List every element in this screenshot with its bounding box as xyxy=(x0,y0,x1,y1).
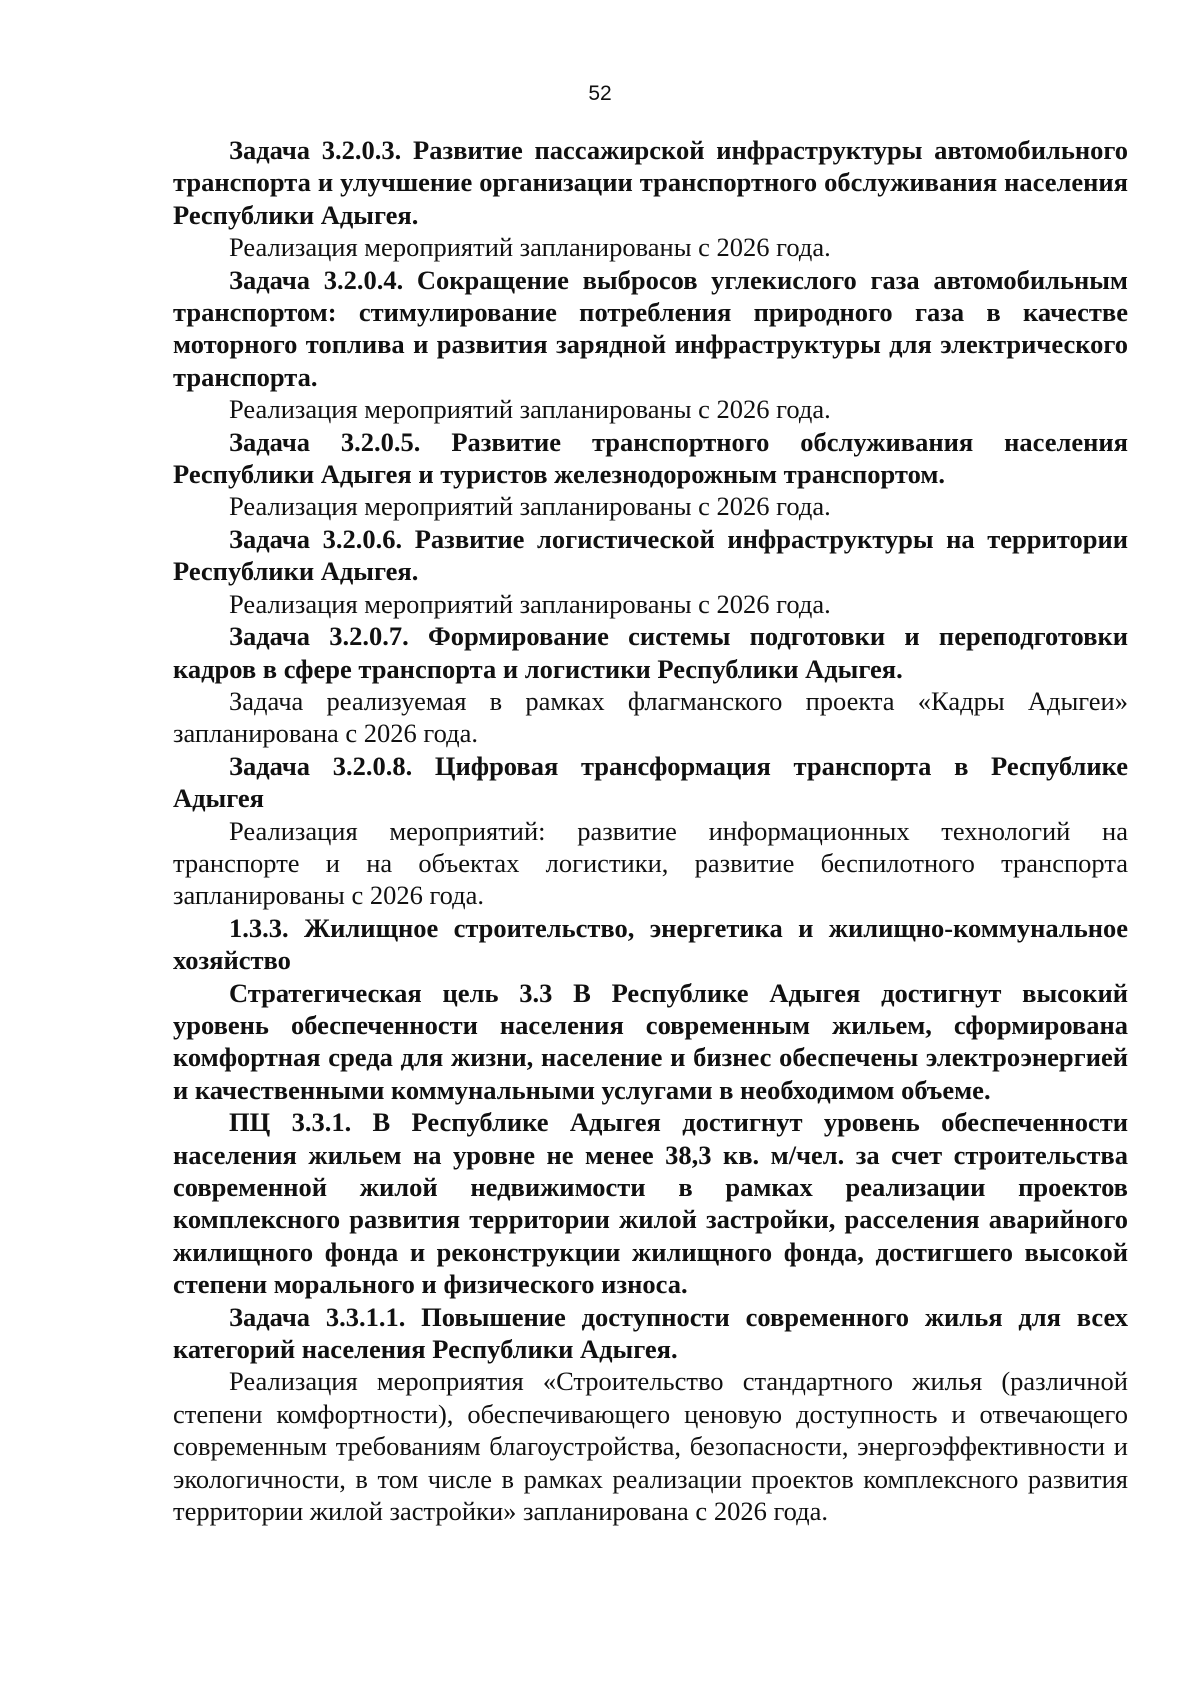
document-body xyxy=(173,134,1128,1527)
task-3-3-1-1-heading: Задача 3.3.1.1. Повышение доступности современного жилья для всех категорий населения Республики Адыгея. xyxy=(173,1301,1128,1365)
task-3-2-0-6-heading: Задача 3.2.0.6. Развитие логистической инфраструктуры на территории Республики Адыгея. xyxy=(173,523,1128,587)
task-3-2-0-4-heading: Задача 3.2.0.4. Сокращение выбросов углекислого газа автомобильным транспортом: стимулирование потребления природного газа в качестве моторного топлива и развития зарядной инфраструктуры для электрического транспорта. xyxy=(173,264,1128,392)
task-3-2-0-3-note: Реализация мероприятий запланированы с 2026 года. xyxy=(229,232,831,263)
task-3-2-0-5-note: Реализация мероприятий запланированы с 2026 года. xyxy=(229,491,831,522)
task-3-2-0-5-heading: Задача 3.2.0.5. Развитие транспортного обслуживания населения Республики Адыгея и туристов железнодорожным транспортом. xyxy=(173,426,1128,490)
task-3-2-0-8-heading: Задача 3.2.0.8. Цифровая трансформация транспорта в Республике Адыгея xyxy=(173,750,1128,814)
task-3-2-0-8-note: Реализация мероприятий: развитие информационных технологий на транспорте и на объектах логистики, развитие беспилотного транспорта запланированы с 2026 года. xyxy=(173,815,1128,911)
target-3-3-1: ПЦ 3.3.1. В Республике Адыгея достигнут уровень обеспеченности населения жильем на уровне не менее 38,3 кв. м/чел. за счет строительства современной жилой недвижимости в рамках реализации проектов комплексного развития территории жилой застройки, расселения аварийного жилищного фонда и реконструкции жилищного фонда, достигшего высокой степени морального и физического износа. xyxy=(173,1107,1128,1300)
task-3-3-1-1-note: Реализация мероприятия «Строительство стандартного жилья (различной степени комфортности), обеспечивающего ценовую доступность и отвечающего современным требованиям благоустройства, безопасности, энергоэффективности и экологичности, в том числе в рамках реализации проектов комплексного развития территории жилой застройки» запланирована с 2026 года. xyxy=(173,1366,1128,1527)
strategic-goal-3-3: Стратегическая цель 3.3 В Республике Адыгея достигнут высокий уровень обеспеченности населения современным жильем, сформирована комфортная среда для жизни, население и бизнес обеспечены электроэнергией и качественными коммунальными услугами в необходимом объеме. xyxy=(173,977,1128,1105)
page-number: 52 xyxy=(588,82,612,105)
task-3-2-0-3-heading: Задача 3.2.0.3. Развитие пассажирской инфраструктуры автомобильного транспорта и улучшение организации транспортного обслуживания населения Республики Адыгея. xyxy=(173,135,1128,230)
task-3-2-0-7-heading: Задача 3.2.0.7. Формирование системы подготовки и переподготовки кадров в сфере транспорта и логистики Республики Адыгея. xyxy=(173,621,1128,684)
section-1-3-3-heading: 1.3.3. Жилищное строительство, энергетика и жилищно-коммунальное хозяйство xyxy=(173,912,1128,976)
task-3-2-0-4-note: Реализация мероприятий запланированы с 2026 года. xyxy=(229,394,831,425)
task-3-2-0-7-note: Задача реализуемая в рамках флагманского проекта «Кадры Адыгеи» запланирована с 2026 года. xyxy=(173,685,1128,749)
task-3-2-0-6-note: Реализация мероприятий запланированы с 2026 года. xyxy=(229,588,831,619)
